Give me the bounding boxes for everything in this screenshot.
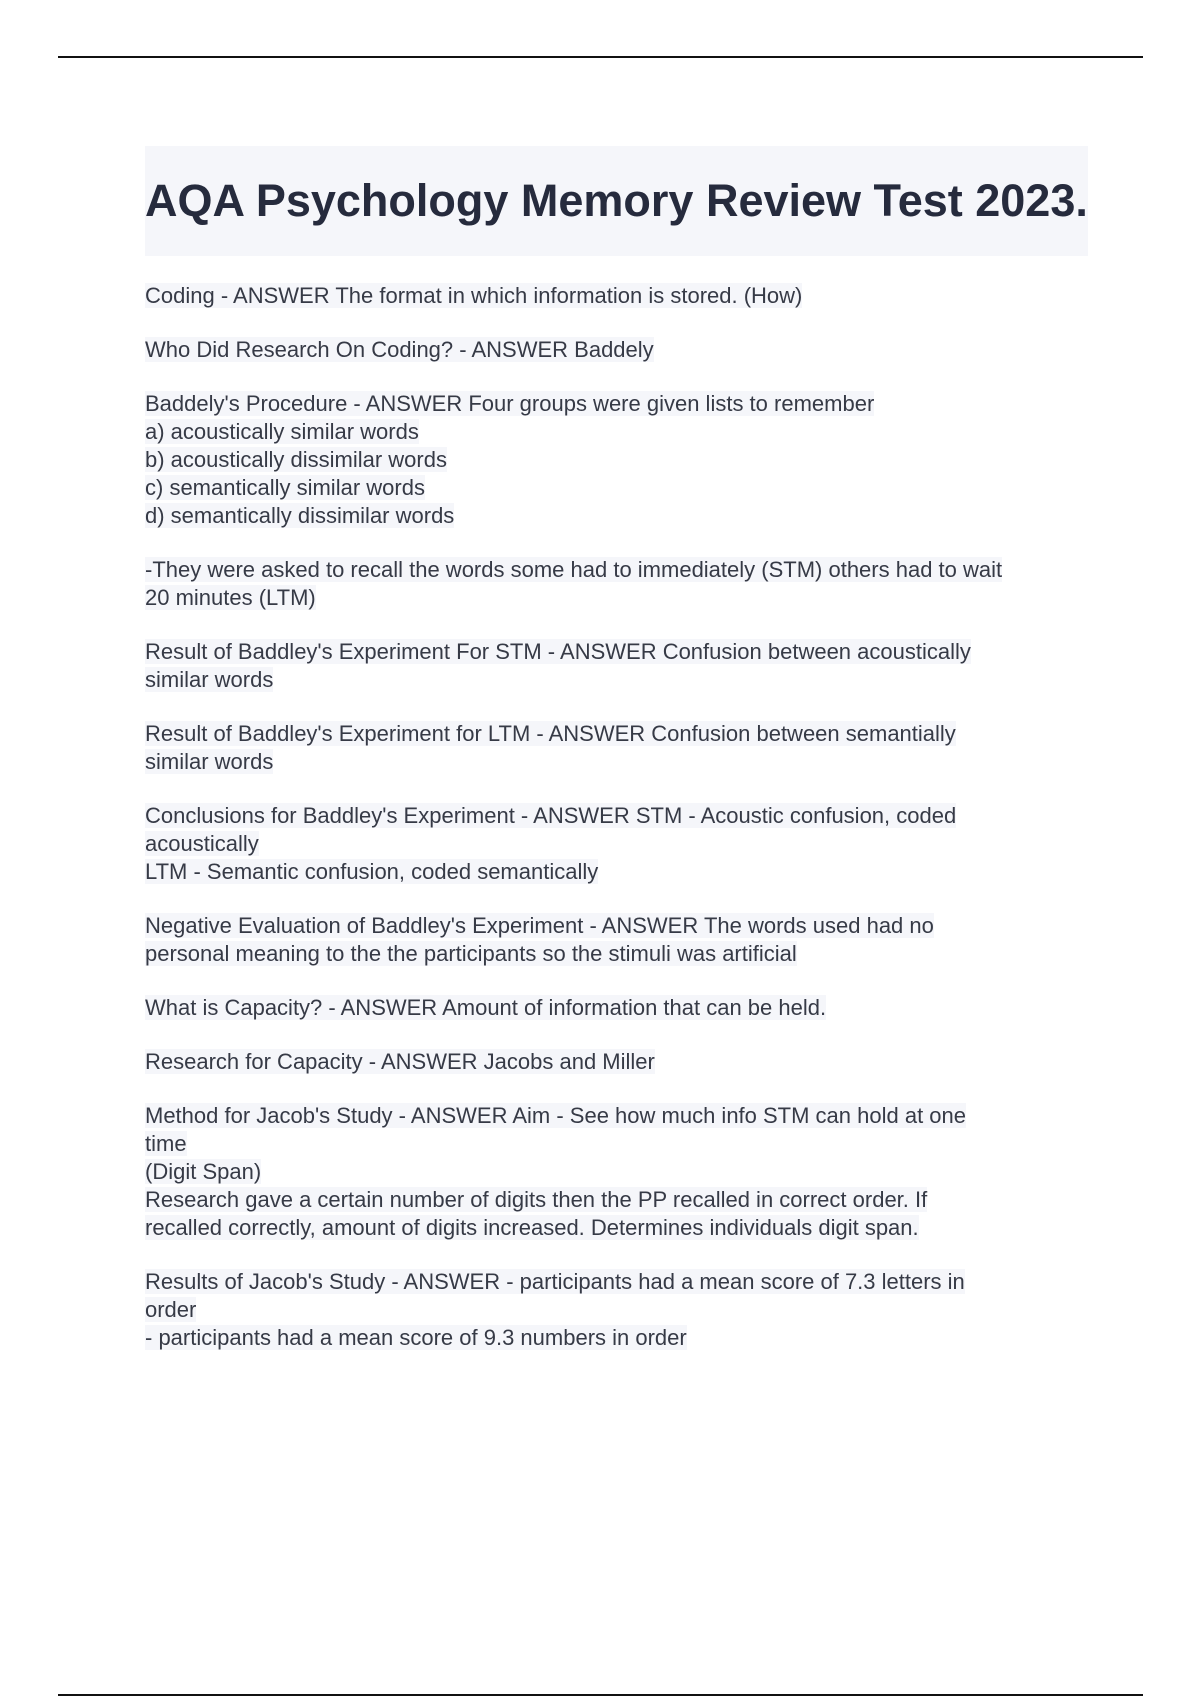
- flashcard-list: [145, 282, 1105, 1378]
- flashcard-line-text: similar words: [145, 749, 274, 774]
- flashcard-answer-line: [145, 1296, 1105, 1324]
- flashcard-answer-line: [145, 1324, 1105, 1352]
- flashcard-line-text: time: [145, 1131, 187, 1156]
- flashcard-question-line: [145, 638, 1105, 666]
- flashcard-answer-line: [145, 940, 1105, 968]
- flashcard-line-text: acoustically: [145, 831, 259, 856]
- flashcard-answer-line: [145, 830, 1105, 858]
- title-block: [145, 146, 1088, 256]
- flashcard-entry: [145, 1102, 1105, 1242]
- flashcard-line-text: 20 minutes (LTM): [145, 585, 316, 610]
- flashcard-answer-line: [145, 446, 1105, 474]
- flashcard-line-text: -They were asked to recall the words some had to immediately (STM) others had to wait: [145, 557, 1003, 582]
- flashcard-question-line: [145, 1102, 1105, 1130]
- flashcard-line-text: personal meaning to the the participants so the stimuli was artificial: [145, 941, 797, 966]
- flashcard-question-line: [145, 556, 1105, 584]
- flashcard-line-text: Who Did Research On Coding? - ANSWER Baddely: [145, 337, 654, 362]
- flashcard-line-text: Research for Capacity - ANSWER Jacobs and Miller: [145, 1049, 655, 1074]
- flashcard-line-text: Negative Evaluation of Baddley's Experiment - ANSWER The words used had no: [145, 913, 934, 938]
- flashcard-line-text: Results of Jacob's Study - ANSWER - participants had a mean score of 7.3 letters in: [145, 1269, 965, 1294]
- flashcard-line-text: Method for Jacob's Study - ANSWER Aim - See how much info STM can hold at one: [145, 1103, 967, 1128]
- flashcard-answer-line: [145, 1158, 1105, 1186]
- flashcard-entry: [145, 720, 1105, 776]
- flashcard-answer-line: [145, 502, 1105, 530]
- flashcard-line-text: Result of Baddley's Experiment for LTM - ANSWER Confusion between semantially: [145, 721, 956, 746]
- flashcard-entry: [145, 638, 1105, 694]
- flashcard-answer-line: [145, 418, 1105, 446]
- flashcard-answer-line: [145, 474, 1105, 502]
- flashcard-line-text: c) semantically similar words: [145, 475, 425, 500]
- flashcard-line-text: Research gave a certain number of digits then the PP recalled in correct order. If: [145, 1187, 928, 1212]
- flashcard-entry: [145, 390, 1105, 530]
- flashcard-line-text: order: [145, 1297, 197, 1322]
- flashcard-line-text: (Digit Span): [145, 1159, 262, 1184]
- flashcard-answer-line: [145, 584, 1105, 612]
- flashcard-line-text: - participants had a mean score of 9.3 numbers in order: [145, 1325, 687, 1350]
- flashcard-question-line: [145, 994, 1105, 1022]
- flashcard-line-text: a) acoustically similar words: [145, 419, 419, 444]
- flashcard-line-text: d) semantically dissimilar words: [145, 503, 455, 528]
- flashcard-entry: [145, 1268, 1105, 1352]
- flashcard-answer-line: [145, 858, 1105, 886]
- flashcard-question-line: [145, 390, 1105, 418]
- flashcard-question-line: [145, 282, 1105, 310]
- flashcard-question-line: [145, 1268, 1105, 1296]
- flashcard-line-text: Coding - ANSWER The format in which information is stored. (How): [145, 283, 803, 308]
- flashcard-question-line: [145, 720, 1105, 748]
- flashcard-question-line: [145, 802, 1105, 830]
- flashcard-answer-line: [145, 1186, 1105, 1214]
- flashcard-line-text: LTM - Semantic confusion, coded semantically: [145, 859, 599, 884]
- flashcard-line-text: Conclusions for Baddley's Experiment - ANSWER STM - Acoustic confusion, coded: [145, 803, 957, 828]
- flashcard-question-line: [145, 912, 1105, 940]
- flashcard-answer-line: [145, 748, 1105, 776]
- flashcard-entry: [145, 1048, 1105, 1076]
- flashcard-entry: [145, 912, 1105, 968]
- flashcard-answer-line: [145, 666, 1105, 694]
- flashcard-line-text: b) acoustically dissimilar words: [145, 447, 447, 472]
- flashcard-line-text: similar words: [145, 667, 274, 692]
- flashcard-question-line: [145, 336, 1105, 364]
- footer-rule: [58, 1694, 1143, 1696]
- flashcard-entry: [145, 994, 1105, 1022]
- flashcard-entry: [145, 556, 1105, 612]
- flashcard-answer-line: [145, 1130, 1105, 1158]
- flashcard-line-text: Result of Baddley's Experiment For STM - ANSWER Confusion between acoustically: [145, 639, 971, 664]
- flashcard-question-line: [145, 1048, 1105, 1076]
- page-title: AQA Psychology Memory Review Test 2023.: [145, 175, 1088, 226]
- flashcard-entry: [145, 336, 1105, 364]
- flashcard-line-text: What is Capacity? - ANSWER Amount of information that can be held.: [145, 995, 827, 1020]
- flashcard-entry: [145, 802, 1105, 886]
- flashcard-line-text: Baddely's Procedure - ANSWER Four groups were given lists to remember: [145, 391, 875, 416]
- header-rule: [58, 56, 1143, 58]
- flashcard-answer-line: [145, 1214, 1105, 1242]
- flashcard-entry: [145, 282, 1105, 310]
- flashcard-line-text: recalled correctly, amount of digits increased. Determines individuals digit span.: [145, 1215, 919, 1240]
